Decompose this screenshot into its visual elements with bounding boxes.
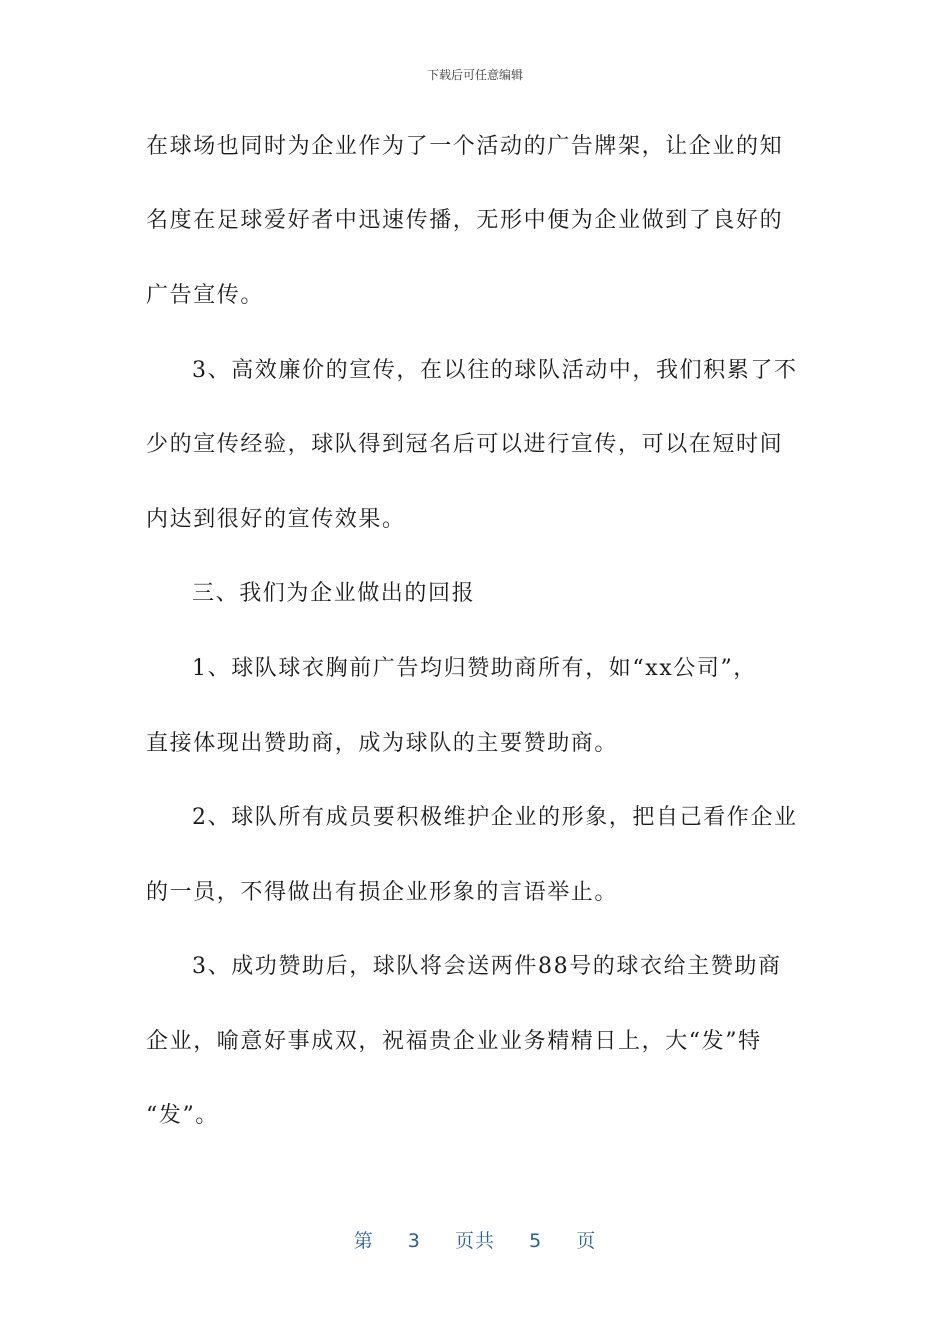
paragraph-line: 3、成功赞助后，球队将会送两件88号的球衣给主赞助商 <box>192 954 782 979</box>
section-heading: 三、我们为企业做出的回报 <box>192 581 476 606</box>
page-label-middle: 页共 <box>454 1230 495 1252</box>
total-pages-number: 5 <box>529 1230 543 1252</box>
page-label-suffix: 页 <box>576 1230 597 1252</box>
paragraph-line: 广告宣传。 <box>146 283 265 308</box>
page-footer <box>0 1226 950 1253</box>
page-label-prefix: 第 <box>353 1230 374 1252</box>
paragraph-line: “发”。 <box>146 1103 219 1128</box>
paragraph-line: 少的宣传经验，球队得到冠名后可以进行宣传，可以在短时间 <box>146 432 784 457</box>
paragraph-line: 内达到很好的宣传效果。 <box>146 507 406 532</box>
paragraph-line: 企业，喻意好事成双，祝福贵企业业务精精日上，大“发”特 <box>146 1029 762 1054</box>
paragraph-line: 在球场也同时为企业作为了一个活动的广告牌架，让企业的知 <box>146 134 784 159</box>
paragraph-line: 直接体现出赞助商，成为球队的主要赞助商。 <box>146 731 619 756</box>
paragraph-line: 的一员，不得做出有损企业形象的言语举止。 <box>146 880 619 905</box>
paragraph-line: 3、高效廉价的宣传，在以往的球队活动中，我们积累了不 <box>192 358 798 383</box>
header-note: 下载后可任意编辑 <box>426 68 523 82</box>
paragraph-line: 名度在足球爱好者中迅速传播，无形中便为企业做到了良好的 <box>146 208 784 233</box>
paragraph-line: 1、球队球衣胸前广告均归赞助商所有，如“xx公司”， <box>192 656 757 681</box>
paragraph-line: 2、球队所有成员要积极维护企业的形象，把自己看作企业 <box>192 805 798 830</box>
current-page-number: 3 <box>407 1230 421 1252</box>
